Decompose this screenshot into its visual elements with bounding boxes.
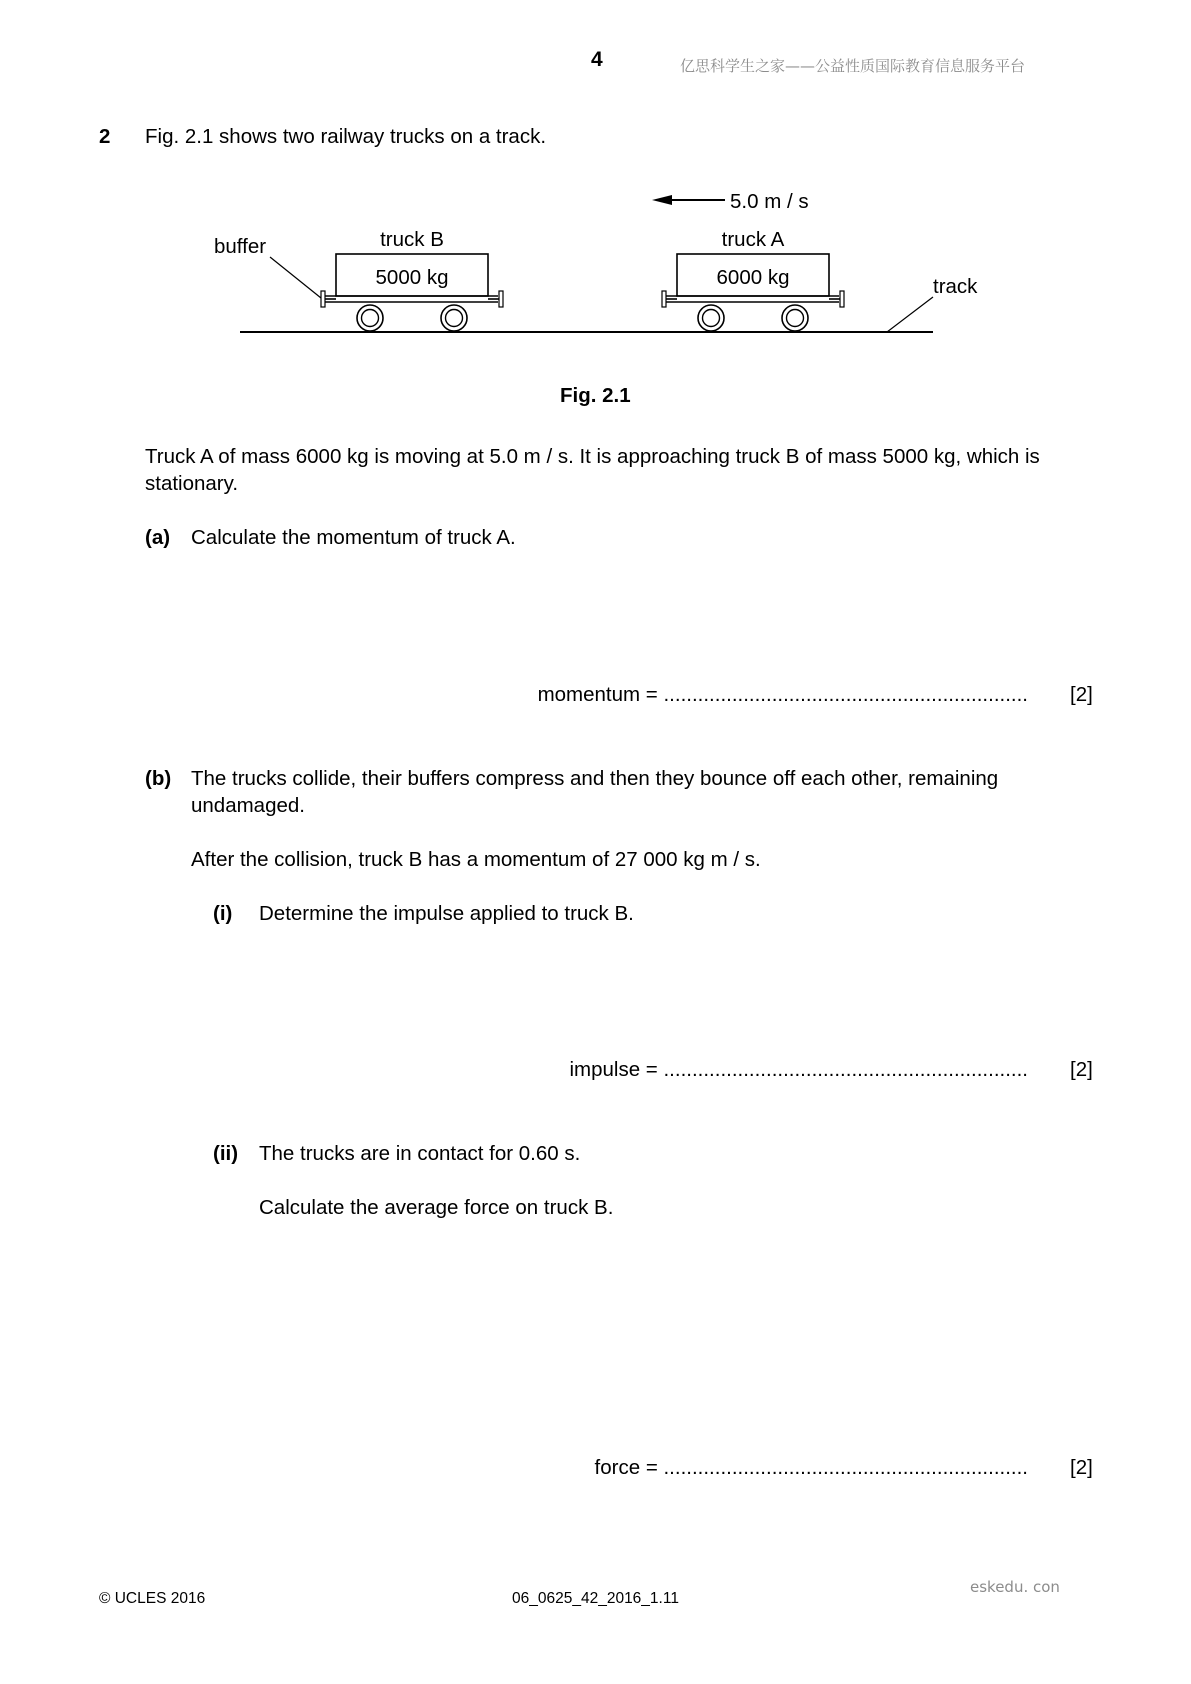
impulse-answer-line — [569, 1058, 1028, 1082]
momentum-answer-label: momentum = — [537, 683, 664, 706]
truck-b-label: truck B — [380, 228, 444, 251]
part-b-ii-marks: [2] — [1070, 1456, 1093, 1479]
watermark-text: 亿思科学生之家——公益性质国际教育信息服务平台 — [680, 57, 1026, 75]
paper-code: 06_0625_42_2016_1.11 — [512, 1590, 679, 1607]
part-a-label: (a) — [145, 526, 171, 549]
question-number: 2 — [99, 125, 111, 148]
velocity-label: 5.0 m / s — [730, 190, 809, 213]
impulse-answer-field[interactable]: ................................................................ — [663, 1058, 1028, 1081]
figure-railway-trucks — [200, 180, 1000, 350]
figure-caption: Fig. 2.1 — [560, 384, 631, 407]
force-answer-line — [595, 1456, 1028, 1480]
stem-line-2: stationary. — [145, 472, 239, 495]
truck-a-mass: 6000 kg — [716, 266, 790, 289]
momentum-answer-line — [538, 683, 1028, 707]
part-a-marks: [2] — [1070, 683, 1093, 706]
part-b-ii-text-2: Calculate the average force on truck B. — [259, 1196, 614, 1219]
momentum-answer-field[interactable]: ................................................................ — [663, 683, 1028, 706]
track-pointer-line — [887, 297, 933, 332]
railway-trucks-diagram — [200, 180, 1000, 350]
part-b-ii-label: (ii) — [213, 1142, 239, 1165]
truck-a-label: truck A — [721, 228, 785, 251]
part-a-text: Calculate the momentum of truck A. — [191, 526, 516, 549]
truck-b-mass: 5000 kg — [375, 266, 449, 289]
part-b-i-marks: [2] — [1070, 1058, 1093, 1081]
force-answer-label: force = — [594, 1456, 664, 1479]
part-b-text-line-1: The trucks collide, their buffers compress and then they bounce off each other, remaining — [191, 767, 999, 790]
part-b-info: After the collision, truck B has a momentum of 27 000 kg m / s. — [191, 848, 761, 871]
part-b-text-line-2: undamaged. — [191, 794, 305, 817]
stem-line-1: Truck A of mass 6000 kg is moving at 5.0 m / s. It is approaching truck B of mass 5000 kg, which is — [145, 445, 1040, 468]
part-b-i-label: (i) — [213, 902, 233, 925]
velocity-arrow — [652, 195, 725, 205]
buffer-label: buffer — [214, 235, 267, 258]
force-answer-field[interactable]: ................................................................ — [663, 1456, 1028, 1479]
impulse-answer-label: impulse = — [569, 1058, 664, 1081]
buffer-pointer-line — [270, 257, 321, 298]
page-number: 4 — [591, 48, 603, 71]
part-b-label: (b) — [145, 767, 172, 790]
part-b-i-text: Determine the impulse applied to truck B. — [259, 902, 634, 925]
copyright-text: © UCLES 2016 — [99, 1590, 206, 1607]
part-b-ii-text-1: The trucks are in contact for 0.60 s. — [259, 1142, 581, 1165]
track-label: track — [933, 275, 978, 298]
site-watermark: eskedu. con — [970, 1578, 1060, 1596]
question-intro: Fig. 2.1 shows two railway trucks on a track. — [145, 125, 547, 148]
